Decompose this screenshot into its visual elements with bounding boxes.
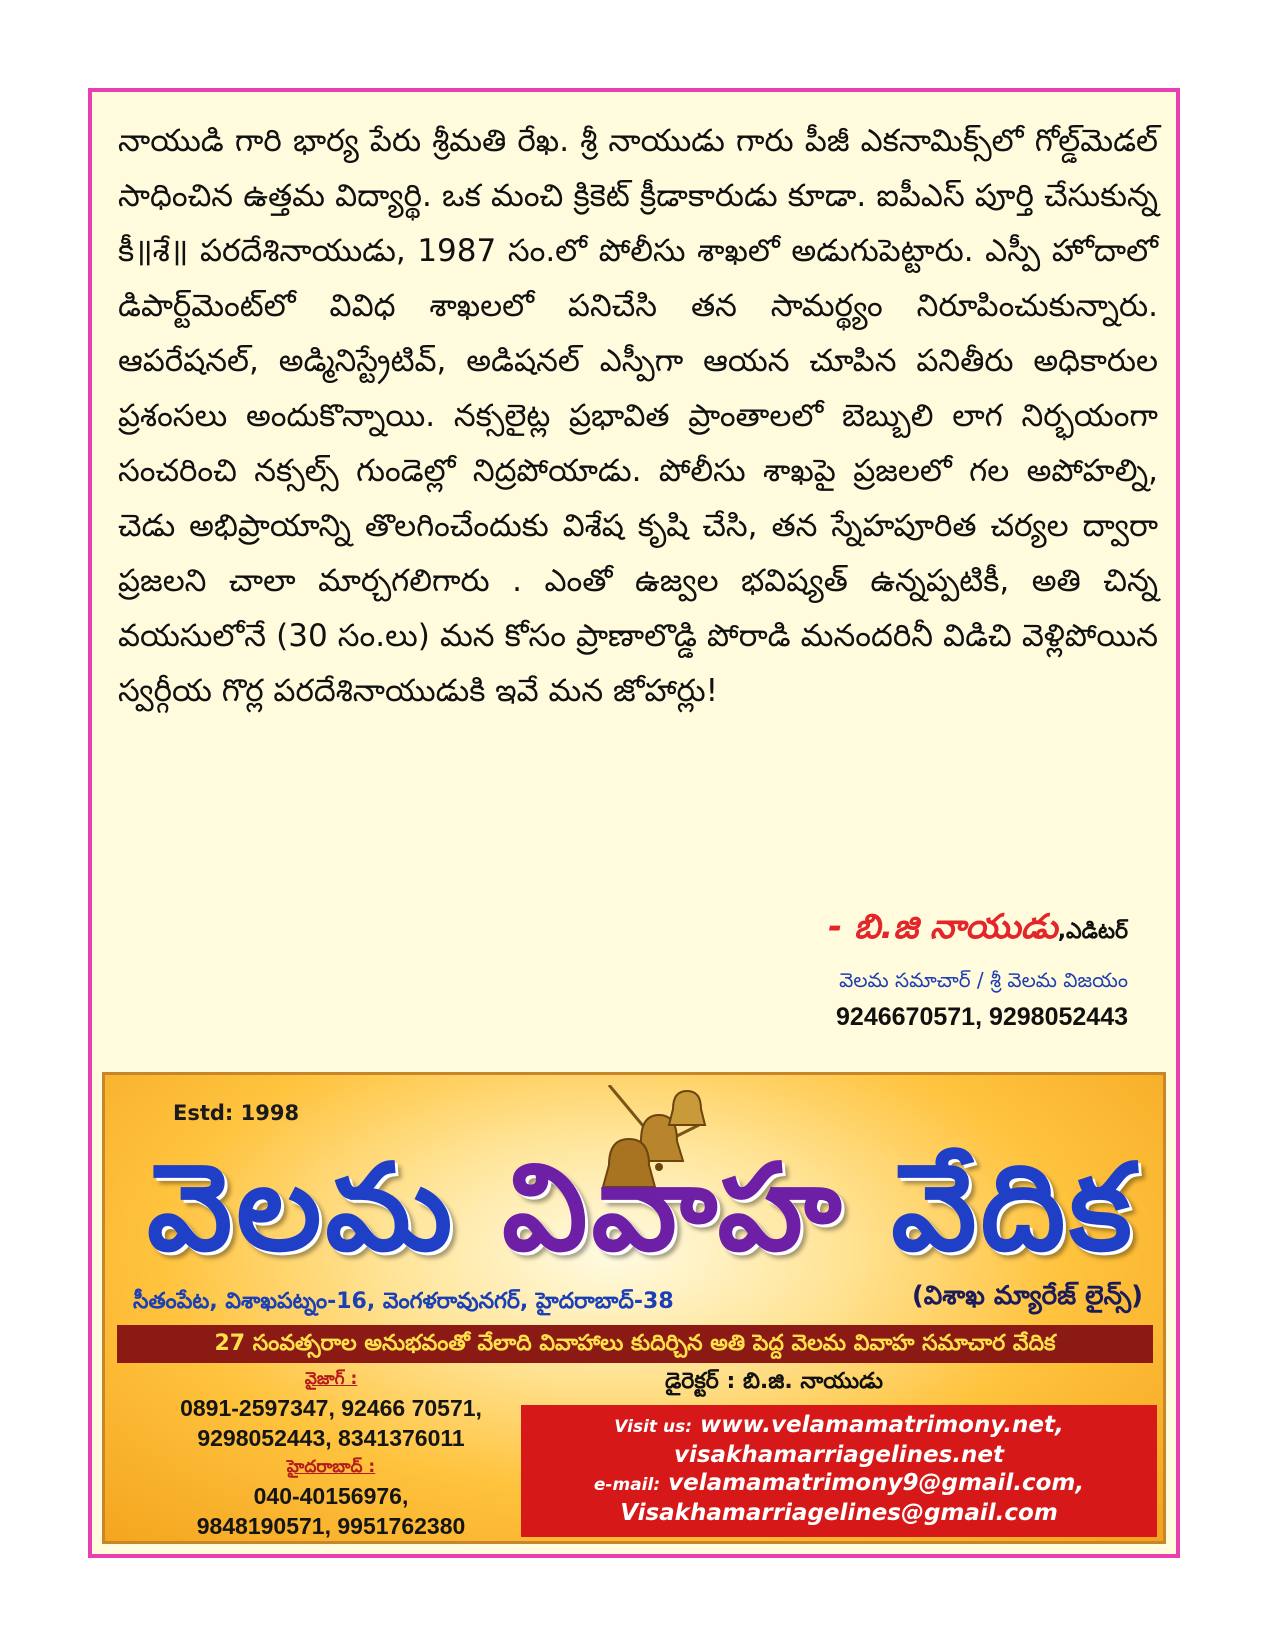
email-label: e-mail:: [593, 1475, 661, 1495]
article-body: [118, 114, 1158, 719]
web-contact-box: [521, 1405, 1157, 1537]
vizag-phones-line-2: 9298052443, 8341376011: [197, 1425, 465, 1451]
editor-phones: 9246670571, 9298052443: [836, 1003, 1128, 1031]
director-name: డైరెక్టర్ : బి.జి. నాయుడు: [665, 1369, 884, 1394]
vizag-label: వైజాగ్ :: [304, 1369, 358, 1389]
website-row-1: [521, 1411, 1157, 1441]
sub-brand: (విశాఖ మ్యారేజ్ లైన్స్): [911, 1281, 1143, 1311]
vizag-phones-line-1: 0891-2597347, 92466 70571,: [180, 1395, 482, 1421]
matrimony-advertisement: [102, 1072, 1166, 1544]
email-row-1: [521, 1469, 1157, 1499]
established-year: Estd: 1998: [173, 1101, 300, 1125]
hyderabad-phones-line-1: 040-40156976,: [253, 1483, 409, 1509]
tagline-banner: 27 సంవత్సరాల అనుభవంతో వేలాది వివాహాలు కుదిర్చిన అతి పెద్ద వెలమ వివాహ సమాచార వేదిక: [117, 1325, 1153, 1363]
brand-title: [147, 1133, 1136, 1283]
hyderabad-phones-line-2: 9848190571, 9951762380: [196, 1513, 466, 1539]
visit-label: Visit us:: [614, 1417, 692, 1437]
email-link-1[interactable]: velamamatrimony9@gmail.com,: [668, 1470, 1085, 1496]
brand-title-word-3: వేదిక: [891, 1137, 1136, 1278]
bordered-panel: [88, 88, 1180, 1558]
email-link-2[interactable]: Visakhamarriagelines@gmail.com: [620, 1500, 1058, 1526]
publication-names: వెలమ సమాచార్ / శ్రీ వెలమ విజయం: [839, 968, 1128, 992]
phone-contacts: [131, 1365, 531, 1541]
signature-block: [828, 902, 1128, 1032]
brand-title-word-2: వివాహ: [502, 1137, 846, 1278]
author-signature: [828, 902, 1128, 957]
article-paragraph: నాయుడి గారి భార్య పేరు శ్రీమతి రేఖ. శ్రీ నాయుడు గారు పీజీ ఎకనామిక్స్‌లో గోల్డ్‌మెడల్ సాధించిన ఉత్తమ విద్యార్థి. ఒక మంచి క్రికెట్ క్రీడాకారుడు కూడా. ఐపీఎస్ పూర్తి చేసుకున్న కీ॥శే॥ పరదేశినాయుడు, 1987 సం.లో పోలీసు శాఖలో అడుగుపెట్టారు. ఎస్పీ హోదాలో డిపార్ట్‌మెంట్‌లో వివిధ శాఖలలో పనిచేసి తన సామర్థ్యం నిరూపించుకున్నారు. ఆపరేషనల్, అడ్మినిస్ట్రేటివ్, అడిషనల్ ఎస్పీగా ఆయన చూపిన పనితీరు అధికారుల ప్రశంసలు అందుకొన్నాయి. నక్సలైట్ల ప్రభావిత ప్రాంతాలలో బెబ్బులి లాగ నిర్భయంగా సంచరించి నక్సల్స్ గుండెల్లో నిద్రపోయాడు. పోలీసు శాఖపై ప్రజలలో గల అపోహల్ని, చెడు అభిప్రాయాన్ని తొలగించేందుకు విశేష కృషి చేసి, తన స్నేహపూరిత చర్యల ద్వారా ప్రజలని చాలా మార్చగలిగారు . ఎంతో ఉజ్వల భవిష్యత్ ఉన్నప్పటికీ, అతి చిన్న వయసులోనే (30 సం.లు) మన కోసం ప్రాణాలొడ్డి పోరాడి మనందరినీ విడిచి వెళ్లిపోయిన స్వర్గీయ గొర్ల పరదేశినాయుడుకి ఇవే మన జోహార్లు!: [118, 123, 1158, 709]
brand-title-word-1: వెలమ: [147, 1137, 457, 1278]
author-name: - బి.జి నాయుడు: [828, 907, 1058, 947]
author-role: ,ఎడిటర్: [1057, 919, 1128, 944]
hyderabad-label: హైదరాబాద్ :: [286, 1457, 376, 1477]
website-link-2[interactable]: visakhamarriagelines.net: [673, 1442, 1005, 1468]
office-addresses: సీతంపేట, విశాఖపట్నం-16, వెంగళరావునగర్, హైదరాబాద్-38: [133, 1289, 674, 1314]
website-link-1[interactable]: www.velamamatrimony.net,: [700, 1412, 1064, 1438]
